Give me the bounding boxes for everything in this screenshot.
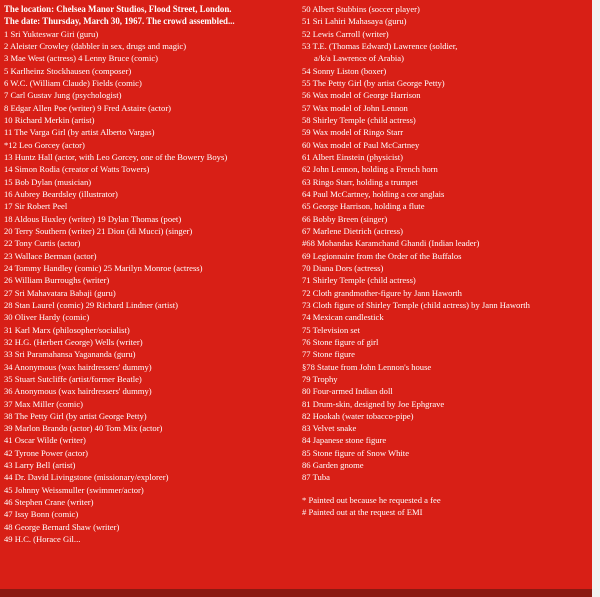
list-item: a/k/a Lawrence of Arabia): [314, 53, 404, 64]
list-item: 44 Dr. David Livingstone (missionary/explorer): [4, 472, 169, 483]
list-item: 65 George Harrison, holding a flute: [302, 201, 425, 212]
list-item: 13 Huntz Hall (actor, with Leo Gorcey, one of the Bowery Boys): [4, 151, 228, 162]
list-item: 87 Tuba: [302, 472, 330, 483]
list-item: 84 Japanese stone figure: [302, 435, 387, 446]
list-item: 30 Oliver Hardy (comic): [4, 312, 90, 323]
list-item: 77 Stone figure: [302, 349, 355, 360]
list-item: 73 Cloth figure of Shirley Temple (child actress) by Jann Haworth: [302, 299, 530, 310]
right-column: [302, 3, 598, 518]
list-item: 17 Sir Robert Peel: [4, 201, 68, 212]
list-item: 81 Drum-skin, designed by Joe Ephgrave: [302, 398, 445, 409]
list-item: 70 Diana Dors (actress): [302, 262, 384, 273]
list-item: 2 Aleister Crowley (dabbler in sex, drugs and magic): [4, 40, 187, 51]
list-item: 50 Albert Stubbins (soccer player): [302, 4, 420, 14]
list-item: 38 The Petty Girl (by artist George Petty): [4, 410, 147, 421]
footnote: # Painted out at the request of EMI: [302, 507, 423, 518]
list-item: 8 Edgar Allen Poe (writer) 9 Fred Astaire (actor): [4, 102, 172, 113]
list-item: 86 Garden gnome: [302, 460, 364, 471]
list-item: 64 Paul McCartney, holding a cor anglais: [302, 188, 445, 199]
list-item: 20 Terry Southern (writer) 21 Dion (di Mucci) (singer): [4, 225, 193, 236]
list-item: 31 Karl Marx (philosopher/socialist): [4, 324, 130, 335]
list-item: 3 Mae West (actress) 4 Lenny Bruce (comic): [4, 53, 159, 64]
list-item: 56 Wax model of George Harrison: [302, 90, 421, 101]
list-item: 55 The Petty Girl (by artist George Petty): [302, 77, 445, 88]
list-item: 52 Lewis Carroll (writer): [302, 28, 389, 39]
date-heading: The date: Thursday, March 30, 1967. The crowd assembled...: [4, 16, 235, 27]
list-item: 41 Oscar Wilde (writer): [4, 435, 86, 446]
list-item: 39 Marlon Brando (actor) 40 Tom Mix (actor): [4, 423, 163, 434]
list-item: 27 Sri Mahavatara Babaji (guru): [4, 287, 116, 298]
list-item: #68 Mohandas Karamchand Ghandi (Indian leader): [302, 238, 480, 249]
list-item: 1 Sri Yukteswar Giri (guru): [4, 28, 99, 39]
spacer: [302, 484, 598, 494]
list-item: 16 Aubrey Beardsley (illustrator): [4, 188, 118, 199]
list-item: 69 Legionnaire from the Order of the Buffalos: [302, 250, 462, 261]
list-item: 53 T.E. (Thomas Edward) Lawrence (soldier,: [302, 40, 458, 51]
list-item: 42 Tyrone Power (actor): [4, 447, 88, 458]
list-item: 26 William Burroughs (writer): [4, 275, 110, 286]
list-item: 5 Karlheinz Stockhausen (composer): [4, 65, 132, 76]
list-item: 51 Sri Lahiri Mahasaya (guru): [302, 16, 407, 27]
list-item: §78 Statue from John Lennon's house: [302, 361, 432, 372]
list-item: 74 Mexican candlestick: [302, 312, 384, 323]
list-item: 24 Tommy Handley (comic) 25 Marilyn Monroe (actress): [4, 262, 203, 273]
list-item: 15 Bob Dylan (musician): [4, 176, 92, 187]
list-item: 45 Johnny Weissmuller (swimmer/actor): [4, 484, 144, 495]
location-heading: The location: Chelsea Manor Studios, Flood Street, London.: [4, 4, 232, 14]
list-item: 82 Hookah (water tobacco-pipe): [302, 410, 414, 421]
footnote-list: [302, 494, 598, 519]
list-item: 80 Four-armed Indian doll: [302, 386, 393, 397]
list-item: 59 Wax model of Ringo Starr: [302, 127, 404, 138]
list-item: 54 Sonny Liston (boxer): [302, 65, 387, 76]
list-item: 57 Wax model of John Lennon: [302, 102, 408, 113]
list-item: 46 Stephen Crane (writer): [4, 497, 94, 508]
list-item: 18 Aldous Huxley (writer) 19 Dylan Thomas (poet): [4, 213, 182, 224]
list-item: 75 Television set: [302, 324, 360, 335]
list-item: 58 Shirley Temple (child actress): [302, 114, 416, 125]
list-item: *12 Leo Gorcey (actor): [4, 139, 85, 150]
list-item: 14 Simon Rodia (creator of Watts Towers): [4, 164, 150, 175]
list-item: 48 George Bernard Shaw (writer): [4, 521, 120, 532]
page-edge: [592, 0, 600, 597]
list-item: 49 H.C. (Horace Gil...: [4, 534, 81, 545]
list-item: 66 Bobby Breen (singer): [302, 213, 388, 224]
list-item: 60 Wax model of Paul McCartney: [302, 139, 420, 150]
list-item: 61 Albert Einstein (physicist): [302, 151, 403, 162]
list-item: 76 Stone figure of girl: [302, 336, 379, 347]
list-item: 37 Max Miller (comic): [4, 398, 83, 409]
list-item: 83 Velvet snake: [302, 423, 357, 434]
left-column: [4, 3, 294, 545]
list-item: 10 Richard Merkin (artist): [4, 114, 95, 125]
list-item: 67 Marlene Dietrich (actress): [302, 225, 403, 236]
bottom-shadow-strip: [0, 589, 592, 597]
left-entry-list: [4, 28, 294, 546]
list-item: 43 Larry Bell (artist): [4, 460, 76, 471]
footnote: * Painted out because he requested a fee: [302, 494, 441, 505]
list-item: 7 Carl Gustav Jung (psychologist): [4, 90, 122, 101]
list-item: 32 H.G. (Herbert George) Wells (writer): [4, 336, 143, 347]
list-item: 79 Trophy: [302, 373, 338, 384]
list-item: 11 The Varga Girl (by artist Alberto Vargas): [4, 127, 155, 138]
list-item: 23 Wallace Berman (actor): [4, 250, 97, 261]
list-item: 71 Shirley Temple (child actress): [302, 275, 416, 286]
list-item: 35 Stuart Sutcliffe (artist/former Beatle): [4, 373, 142, 384]
list-item: 34 Anonymous (wax hairdressers' dummy): [4, 361, 152, 372]
list-item: 6 W.C. (William Claude) Fields (comic): [4, 77, 142, 88]
list-item: 22 Tony Curtis (actor): [4, 238, 81, 249]
list-item: 28 Stan Laurel (comic) 29 Richard Lindner (artist): [4, 299, 178, 310]
list-item: 63 Ringo Starr, holding a trumpet: [302, 176, 418, 187]
list-item: 47 Issy Bonn (comic): [4, 509, 79, 520]
list-item: 36 Anonymous (wax hairdressers' dummy): [4, 386, 152, 397]
right-entry-list: [302, 3, 598, 484]
list-item: 62 John Lennon, holding a French horn: [302, 164, 438, 175]
list-item: 33 Sri Paramahansa Yagananda (guru): [4, 349, 136, 360]
list-item: 72 Cloth grandmother-figure by Jann Haworth: [302, 287, 462, 298]
list-item: 85 Stone figure of Snow White: [302, 447, 410, 458]
